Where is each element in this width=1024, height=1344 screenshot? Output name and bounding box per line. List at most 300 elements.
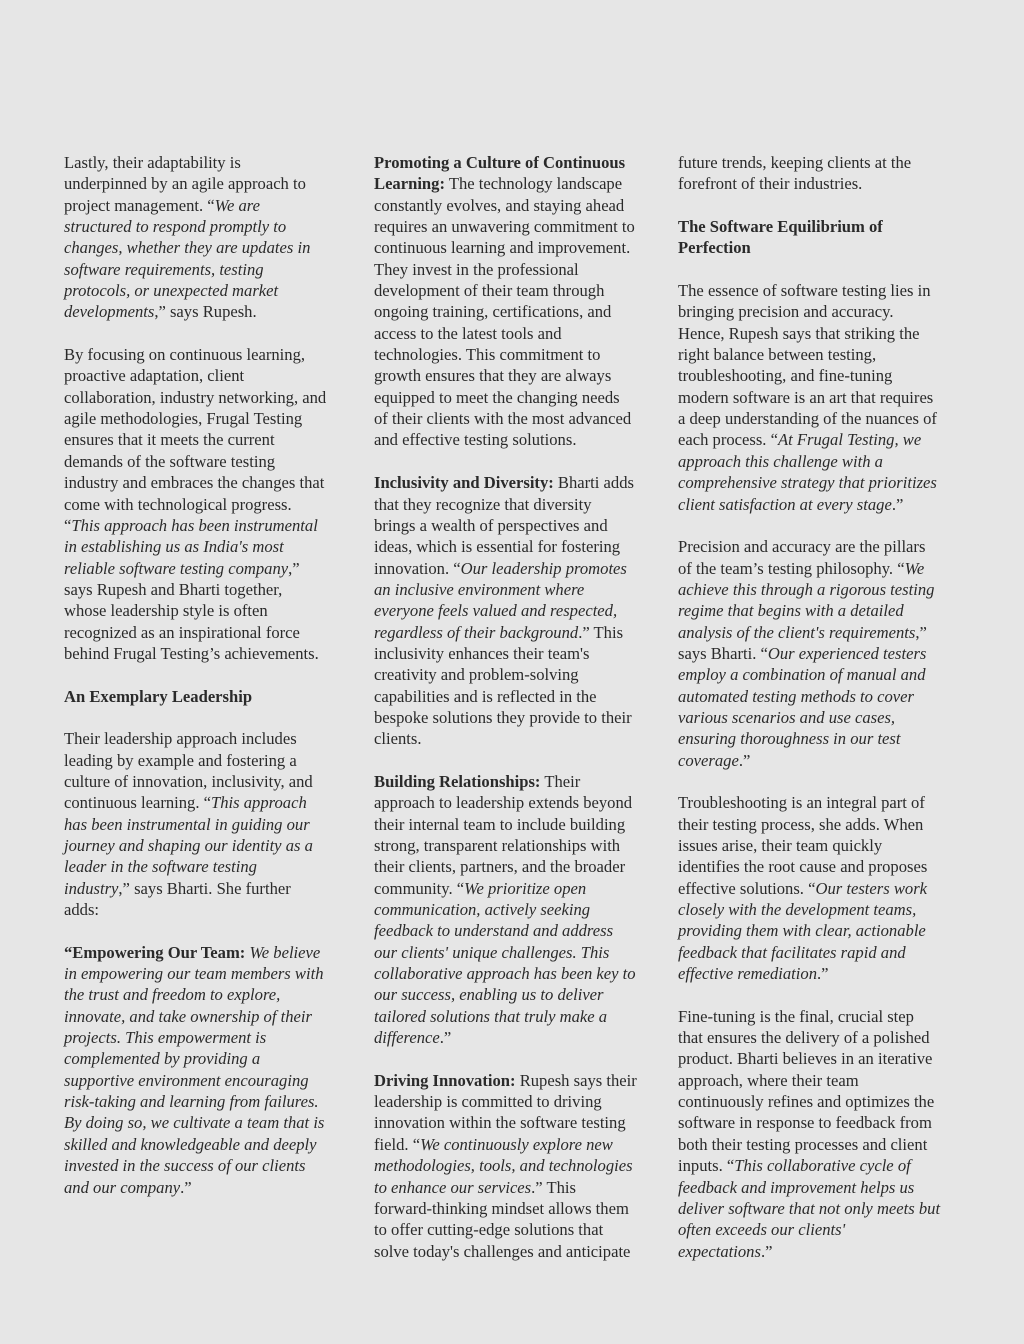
bold-run: An Exemplary Leadership xyxy=(64,686,253,706)
text-run: that they recognize that diversity xyxy=(374,494,592,514)
text-line xyxy=(64,984,349,1005)
text-line xyxy=(678,963,964,984)
text-line xyxy=(374,301,659,322)
text-line xyxy=(374,429,659,450)
text-line xyxy=(678,1241,964,1262)
quote-run: coverage xyxy=(678,750,739,770)
text-line xyxy=(678,1091,964,1112)
text-line xyxy=(374,792,659,813)
text-column-2 xyxy=(374,152,659,1283)
text-run: The technology landscape xyxy=(445,174,623,194)
text-line xyxy=(64,195,349,216)
text-line xyxy=(678,152,964,173)
text-line xyxy=(64,451,349,472)
text-run: ,” xyxy=(915,622,927,642)
quote-run: ensuring thoroughness in our test xyxy=(678,729,901,749)
text-line xyxy=(374,1027,659,1048)
text-column-3 xyxy=(678,152,964,1283)
text-line xyxy=(374,536,659,557)
text-line xyxy=(64,856,349,877)
text-line xyxy=(374,152,659,173)
text-line xyxy=(678,387,964,408)
text-run: ,” says Bharti. She further xyxy=(118,878,291,898)
text-run: effective solutions. “ xyxy=(678,878,816,898)
text-line xyxy=(374,323,659,344)
bold-run: “Empowering Our Team: xyxy=(64,942,246,962)
text-line xyxy=(64,515,349,536)
text-run: approach to leadership extends beyond xyxy=(374,793,633,813)
quote-run: has been instrumental in guiding our xyxy=(64,814,310,834)
text-line xyxy=(678,1134,964,1155)
text-run: agile methodologies, Frugal Testing xyxy=(64,409,303,429)
text-run: project management. “ xyxy=(64,195,215,215)
text-line xyxy=(678,494,964,515)
text-line xyxy=(374,408,659,429)
paragraph xyxy=(374,152,659,451)
bold-run: Learning: xyxy=(374,174,445,194)
text-run: says Rupesh and Bharti together, xyxy=(64,579,283,599)
text-line xyxy=(374,771,659,792)
text-line xyxy=(64,1006,349,1027)
quote-run: leader in the software testing xyxy=(64,857,257,877)
text-line xyxy=(64,259,349,280)
text-line xyxy=(374,664,659,685)
text-line xyxy=(678,600,964,621)
quote-run: in empowering our team members with xyxy=(64,964,324,984)
quote-run: analysis of the client's requirements xyxy=(678,622,916,642)
text-run: bringing precision and accuracy. xyxy=(678,302,894,322)
text-run: continuous learning and improvement. xyxy=(374,238,631,258)
text-run: industry and embraces the changes that xyxy=(64,473,325,493)
text-run: Troubleshooting is an integral part of xyxy=(678,793,925,813)
text-run: software in response to feedback from xyxy=(678,1113,932,1133)
text-run: continuously refines and optimizes the xyxy=(678,1092,935,1112)
text-line xyxy=(678,1070,964,1091)
text-line xyxy=(678,728,964,749)
text-line xyxy=(64,344,349,365)
text-line xyxy=(678,472,964,493)
text-run: .” This xyxy=(578,622,624,642)
paragraph xyxy=(678,1006,964,1262)
text-run: technologies. This commitment to xyxy=(374,345,601,365)
text-line xyxy=(64,1048,349,1069)
text-line xyxy=(678,1027,964,1048)
text-run: bespoke solutions they provide to their xyxy=(374,707,632,727)
text-run: their internal team to include building xyxy=(374,814,626,834)
quote-run: often exceeds our clients' xyxy=(678,1220,846,1240)
text-line xyxy=(374,558,659,579)
text-line xyxy=(678,579,964,600)
text-run: of their clients with the most advanced xyxy=(374,409,632,429)
text-line xyxy=(374,728,659,749)
quote-run: comprehensive strategy that prioritizes xyxy=(678,473,937,493)
paragraph xyxy=(678,280,964,515)
text-line xyxy=(374,963,659,984)
text-run: .” This xyxy=(531,1177,577,1197)
text-line xyxy=(678,323,964,344)
text-run: innovation within the software testing xyxy=(374,1113,626,1133)
quote-run: tailored solutions that truly make a xyxy=(374,1006,608,1026)
text-line xyxy=(374,984,659,1005)
quote-run: We xyxy=(904,558,925,578)
text-line xyxy=(678,856,964,877)
text-line xyxy=(64,173,349,194)
text-line xyxy=(64,429,349,450)
quote-run: industry xyxy=(64,878,119,898)
text-line xyxy=(374,237,659,258)
text-run: identifies the root cause and proposes xyxy=(678,857,928,877)
text-line xyxy=(374,259,659,280)
text-line xyxy=(678,878,964,899)
quote-run: communication, actively seeking xyxy=(374,900,591,920)
text-run: proactive adaptation, client xyxy=(64,366,245,386)
text-line xyxy=(678,1219,964,1240)
text-line xyxy=(374,600,659,621)
text-line xyxy=(374,1241,659,1262)
quote-run: providing them with clear, actionable xyxy=(678,921,926,941)
text-line xyxy=(678,429,964,450)
text-line xyxy=(374,344,659,365)
text-line xyxy=(374,920,659,941)
text-run: capabilities and is reflected in the xyxy=(374,686,597,706)
quote-run: Our leadership promotes xyxy=(460,558,627,578)
text-line xyxy=(374,878,659,899)
text-line xyxy=(374,1006,659,1027)
text-line xyxy=(374,1155,659,1176)
text-run: forward-thinking mindset allows them xyxy=(374,1198,629,1218)
quote-run: developments xyxy=(64,302,155,322)
quote-run: the trust and freedom to explore, xyxy=(64,985,281,1005)
text-line xyxy=(64,600,349,621)
text-line xyxy=(64,1134,349,1155)
text-line xyxy=(374,387,659,408)
text-line xyxy=(374,579,659,600)
quote-run: and our company xyxy=(64,1177,181,1197)
text-line xyxy=(64,963,349,984)
text-run: development of their team through xyxy=(374,281,605,301)
paragraph xyxy=(678,216,964,259)
text-line xyxy=(64,408,349,429)
quote-run: approach this challenge with a xyxy=(678,451,883,471)
text-line xyxy=(374,856,659,877)
text-line xyxy=(64,686,349,707)
quote-run: Our experienced testers xyxy=(767,643,927,663)
text-line xyxy=(64,1155,349,1176)
quote-run: difference xyxy=(374,1028,440,1048)
text-run: troubleshooting, and fine-tuning xyxy=(678,366,893,386)
paragraph xyxy=(678,792,964,984)
text-run: inputs. “ xyxy=(678,1156,735,1176)
text-run: By focusing on continuous learning, xyxy=(64,345,306,365)
text-line xyxy=(678,301,964,322)
text-run: .” xyxy=(439,1028,452,1048)
paragraph xyxy=(678,536,964,771)
text-line xyxy=(678,558,964,579)
quote-run: skilled and knowledgeable and deeply xyxy=(64,1134,317,1154)
quote-run: deliver software that not only meets but xyxy=(678,1198,941,1218)
paragraph xyxy=(374,771,659,1048)
text-run: ideas, which is essential for fostering xyxy=(374,537,621,557)
text-line xyxy=(678,1006,964,1027)
text-run: Their leadership approach includes xyxy=(64,729,297,749)
quote-run: complemented by providing a xyxy=(64,1049,261,1069)
quote-run: our success, enabling us to deliver xyxy=(374,985,604,1005)
text-line xyxy=(64,878,349,899)
text-line xyxy=(678,365,964,386)
quote-run: everyone feels valued and respected, xyxy=(374,601,618,621)
quote-run: feedback and improvement helps us xyxy=(678,1177,915,1197)
paragraph xyxy=(678,152,964,195)
text-line xyxy=(64,301,349,322)
text-run: modern software is an art that requires xyxy=(678,387,934,407)
quote-run: journey and shaping our identity as a xyxy=(64,836,313,855)
paragraph xyxy=(64,152,349,323)
text-run: ensures that it meets the current xyxy=(64,430,275,450)
text-run: “ xyxy=(64,515,72,535)
text-line xyxy=(374,814,659,835)
text-line xyxy=(64,579,349,600)
text-run: .” xyxy=(817,964,829,984)
text-run: .” xyxy=(180,1177,192,1197)
quote-run: invested in the success of our clients xyxy=(64,1156,306,1176)
text-line xyxy=(678,750,964,771)
quote-run: closely with the development teams, xyxy=(678,900,917,920)
paragraph xyxy=(64,686,349,707)
text-line xyxy=(374,835,659,856)
text-run: Their xyxy=(540,771,581,791)
text-run: creativity and problem-solving xyxy=(374,665,579,685)
text-run: and effective testing solutions. xyxy=(374,430,577,450)
text-line xyxy=(374,899,659,920)
text-run: future trends, keeping clients at the xyxy=(678,153,912,172)
quote-run: software requirements, testing xyxy=(64,259,264,279)
quote-run: We prioritize open xyxy=(464,878,587,898)
quote-run: client satisfaction at every stage xyxy=(678,494,892,514)
text-line xyxy=(374,1198,659,1219)
text-line xyxy=(374,643,659,664)
text-run: continuous learning. “ xyxy=(64,793,212,813)
text-run: innovation. “ xyxy=(374,558,461,578)
text-line xyxy=(64,814,349,835)
text-line xyxy=(64,1070,349,1091)
text-run: a deep understanding of the nuances of xyxy=(678,409,937,429)
text-run: .” xyxy=(760,1241,773,1261)
text-line xyxy=(64,1112,349,1133)
text-run: Lastly, their adaptability is xyxy=(64,153,241,172)
text-line xyxy=(678,643,964,664)
text-run: whose leadership style is often xyxy=(64,601,268,621)
text-line xyxy=(374,1134,659,1155)
text-line xyxy=(374,1091,659,1112)
quote-run: automated testing methods to cover xyxy=(678,686,914,706)
text-run: recognized as an inspirational force xyxy=(64,622,300,642)
text-run: constantly evolves, and staying ahead xyxy=(374,195,625,215)
text-run: that ensures the delivery of a polished xyxy=(678,1028,930,1048)
text-run: ,” xyxy=(288,558,300,578)
paragraph xyxy=(64,942,349,1198)
quote-run: effective remediation xyxy=(678,964,817,984)
text-line xyxy=(64,387,349,408)
text-run: They invest in the professional xyxy=(374,259,579,279)
bold-run: The Software Equilibrium of xyxy=(678,217,883,237)
quote-run: This approach xyxy=(211,793,307,813)
quote-run: expectations xyxy=(678,1241,761,1261)
text-run: product. Bharti believes in an iterative xyxy=(678,1049,933,1069)
text-line xyxy=(374,365,659,386)
text-line xyxy=(678,1048,964,1069)
text-line xyxy=(678,942,964,963)
quote-run: to enhance our services xyxy=(374,1177,532,1197)
text-line xyxy=(64,237,349,258)
text-run: of the team’s testing philosophy. “ xyxy=(678,558,905,578)
text-run: strong, transparent relationships with xyxy=(374,836,621,855)
text-line xyxy=(678,237,964,258)
bold-run: Inclusivity and Diversity: xyxy=(374,473,554,493)
text-run: approach, where their team xyxy=(678,1070,859,1090)
quote-run: projects. This empowerment is xyxy=(64,1028,267,1048)
quote-run: collaborative approach has been key to xyxy=(374,964,636,984)
text-line xyxy=(374,280,659,301)
text-run: ,” says Rupesh. xyxy=(154,302,257,322)
quote-run: supportive environment encouraging xyxy=(64,1070,309,1090)
text-run: ongoing training, certifications, and xyxy=(374,302,612,322)
text-line xyxy=(64,472,349,493)
text-run: forefront of their industries. xyxy=(678,174,863,194)
text-run: their testing process, she adds. When xyxy=(678,814,924,834)
text-run: leading by example and fostering a xyxy=(64,750,297,770)
text-line xyxy=(374,1112,659,1133)
text-line xyxy=(64,558,349,579)
quote-run: protocols, or unexpected market xyxy=(64,281,279,301)
quote-run: an inclusive environment where xyxy=(374,579,585,599)
text-run: brings a wealth of perspectives and xyxy=(374,515,608,535)
text-column-1 xyxy=(64,152,349,1219)
bold-run: Perfection xyxy=(678,238,751,258)
text-run: .” xyxy=(738,750,751,770)
bold-run: Building Relationships: xyxy=(374,771,541,791)
text-line xyxy=(374,195,659,216)
bold-run: Promoting a Culture of Continuous xyxy=(374,153,626,172)
text-line xyxy=(64,750,349,771)
text-line xyxy=(678,686,964,707)
text-line xyxy=(64,152,349,173)
paragraph xyxy=(374,472,659,749)
text-line xyxy=(678,408,964,429)
text-run: says Bharti. “ xyxy=(678,643,768,663)
bold-run: Driving Innovation: xyxy=(374,1070,516,1090)
text-line xyxy=(678,835,964,856)
text-run: collaboration, industry networking, and xyxy=(64,387,327,407)
paragraph xyxy=(64,344,349,664)
text-line xyxy=(64,622,349,643)
text-run: both their testing processes and client xyxy=(678,1134,928,1154)
text-line xyxy=(64,643,349,664)
text-line xyxy=(64,216,349,237)
text-line xyxy=(678,216,964,237)
quote-run: regardless of their background xyxy=(374,622,579,642)
quote-run: We continuously explore new xyxy=(420,1134,613,1154)
text-run: requires an unwavering commitment to xyxy=(374,217,635,237)
text-line xyxy=(678,814,964,835)
text-run: Hence, Rupesh says that striking the xyxy=(678,323,920,343)
text-run: behind Frugal Testing’s achievements. xyxy=(64,643,319,663)
quote-run: achieve this through a rigorous testing xyxy=(678,579,935,599)
text-run: growth ensures that they are always xyxy=(374,366,612,386)
text-run: field. “ xyxy=(374,1134,421,1154)
text-line xyxy=(678,1112,964,1133)
text-run: each process. “ xyxy=(678,430,778,450)
quote-run: feedback that facilitates rapid and xyxy=(678,942,906,962)
text-line xyxy=(678,451,964,472)
text-line xyxy=(374,173,659,194)
text-line xyxy=(64,536,349,557)
quote-run: changes, whether they are updates in xyxy=(64,238,311,258)
text-line xyxy=(374,1177,659,1198)
quote-run: reliable software testing company xyxy=(64,558,289,578)
text-line xyxy=(64,728,349,749)
text-run: come with technological progress. xyxy=(64,494,292,514)
quote-run: We believe xyxy=(245,942,321,962)
quote-run: feedback to understand and address xyxy=(374,921,614,941)
text-line xyxy=(678,1177,964,1198)
text-run: their clients, partners, and the broader xyxy=(374,857,626,877)
text-line xyxy=(64,365,349,386)
text-line xyxy=(64,792,349,813)
text-run: demands of the software testing xyxy=(64,451,276,471)
text-line xyxy=(374,1219,659,1240)
quote-run: in establishing us as India's most xyxy=(64,537,284,557)
text-run: right balance between testing, xyxy=(678,345,877,365)
text-run: clients. xyxy=(374,729,422,749)
text-run: Fine-tuning is the final, crucial step xyxy=(678,1006,914,1026)
text-line xyxy=(678,344,964,365)
text-line xyxy=(678,1198,964,1219)
text-line xyxy=(374,472,659,493)
text-run: Rupesh says their xyxy=(515,1070,637,1090)
text-line xyxy=(678,899,964,920)
quote-run: our clients' unique challenges. This xyxy=(374,942,610,962)
text-line xyxy=(678,707,964,728)
text-line xyxy=(64,280,349,301)
quote-run: This collaborative cycle of xyxy=(734,1156,911,1176)
quote-run: risk-taking and learning from failures. xyxy=(64,1092,319,1112)
text-line xyxy=(64,1091,349,1112)
text-run: .” xyxy=(891,494,904,514)
paragraph xyxy=(64,728,349,920)
quote-run: employ a combination of manual and xyxy=(678,665,926,685)
text-line xyxy=(374,494,659,515)
text-line xyxy=(374,942,659,963)
quote-run: structured to respond promptly to xyxy=(64,217,287,237)
text-line xyxy=(678,664,964,685)
text-line xyxy=(374,622,659,643)
quote-run: Our testers work xyxy=(815,878,928,898)
text-line xyxy=(64,1027,349,1048)
quote-run: regime that begins with a detailed xyxy=(678,601,904,621)
text-run: Precision and accuracy are the pillars xyxy=(678,537,926,557)
text-run: underpinned by an agile approach to xyxy=(64,174,306,194)
text-run: Bharti adds xyxy=(553,473,634,493)
text-run: community. “ xyxy=(374,878,465,898)
text-line xyxy=(64,835,349,856)
text-line xyxy=(678,920,964,941)
text-line xyxy=(678,173,964,194)
quote-run: We are xyxy=(214,195,260,215)
text-line xyxy=(678,1155,964,1176)
text-line xyxy=(374,216,659,237)
text-run: The essence of software testing lies in xyxy=(678,281,931,301)
quote-run: At Frugal Testing, we xyxy=(777,430,922,450)
